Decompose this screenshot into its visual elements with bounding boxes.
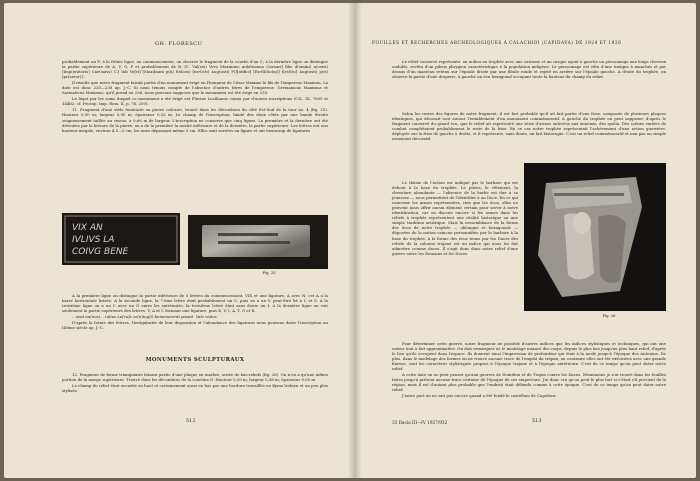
relief-image xyxy=(524,163,666,311)
paragraph: Le relief conservé représente: au milieu un trophée avec une cuirasse et un casque ayant à gauche un personnage aux longs cheveux ondulés, revêtu d'un pileus phrygien caractéristique à la population indigène. Le personnage est vêtu d'une tunique à manches et par dessus d'un manteau retenu sur l'épaule droite par une fibule ronde et rejeté en arrière sur l'épaule gauche. A droite du trophée, on observe la partie d'une draperie, à gauche un écu hexagonal occupant toute la hauteur du champ du relief. xyxy=(392,59,666,80)
left-body-bottom xyxy=(62,372,328,394)
right-body-column xyxy=(392,180,518,257)
inscription-line: COIVG BENE xyxy=(72,247,129,257)
book-spread xyxy=(4,3,696,478)
left-page xyxy=(4,3,350,478)
left-body-middle xyxy=(62,293,328,331)
page-number-right: 513 xyxy=(532,418,542,424)
paragraph: 12. Fragment de forme trianguiaire faisant partie d'une plaque en marbre, ornée de bas-reliefs (fig. 26). On n'en a qu'une infime portion de la marge supérieure. Trouvé dans les décombres de la courtine G. Hauteur 0,39 m; largeur 0,38 m; épaisseur 0,05 m. xyxy=(62,372,328,383)
right-body-bottom xyxy=(392,341,666,400)
paragraph: Selon les restes des figures de notre fragment, il est fort probable qu'il ait fait partie d'une frise, composée de plusieurs plaques identiques, qui décorait tout autour l'entablement d'un monument commémoratif. A gauche du trophée on peut supposer, d'après le fragment conservé du grand écu, que le relief ait représenté une série d'armes enlevées aux ennemis, des spolia. Des scènes variées de combat complétaient probablement le reste de la frise. En ce cas notre trophée représentait l'achèvement d'une action guerrière, déployée sur la frise de gauche à droite, et il représente, sans doute, un fait historique. C'est un relief commémoratif et non pas un simple ornement décoratif. xyxy=(392,111,666,142)
paragraph: ...vixit an(nos)... Iulius La[ru]s co(n)iug(i) benemerenti posuit. Vale viator. xyxy=(72,314,218,320)
figure-26-photo xyxy=(524,163,666,311)
paragraph: Le légat par les soins duquel ce monument a été érigé est Flavius Lucilianus connu par d'autres inscriptions (CIL, III, 7605 et 14462; cf. Prosop. Imp. Rom. II, p. 76, 200). xyxy=(62,96,328,107)
paragraph: probablement un F; à la fréine ligne, au commencement, on observe le fragment de la courbe d'un C; à la dernière ligne on distingue la partie supérieure de A, V, G, P et probablement de R. [C. Val(rio) Vero Maximino nobilissimo Caesari] filio d(omini) n(ostri) [Imp(eratoris) Cae(saris) C.] Iuli Ve[ri] [Maxi]mini p(ii) f(elicis) [inv(icti) Aug(usti) P(][ntifici] [Ex-f(il)io(m)] t[rs(t)u] Aug(usti) p(ri) [pr(aetor)]... xyxy=(62,59,328,80)
right-body-intro xyxy=(392,111,666,142)
figure-26-caption: Fig. 26 xyxy=(602,314,616,318)
running-head-left: GH. FLORESCU xyxy=(155,41,203,47)
paragraph: 11. Fragment d'une stèle funéraire en pierre calcaire, trouvé dans les décombres du côté Est-Sud de la tour no. 4 (fig. 25). Hauteur 0,50 m; largeur 0,95 m; épaisseur 0,33 m. Le champ de l'inscription, limité des deux côtés par une bande étroite soigneusement taillée au ciseau, a 0,66 m de largeur. L'inscription ne conserve que cinq lignes. La première et la dernière ont été détruites par la brisure de la pierre; on a de la première la moitié inférieure et de la dernière, la partie supérieure. Les lettres ont une hauteur inégale, environ 4,5—5 cm, les unes dépassant même 5 cm. Elles sont serrées un lignes et ont beaucoup de ligatures. xyxy=(62,107,328,133)
right-body-top xyxy=(392,59,666,80)
section-heading: MONUMENTS SCULPTURAUX xyxy=(145,357,245,363)
inscription-line: VIX AN xyxy=(72,223,103,233)
figure-25-caption: Fig. 25 xyxy=(262,271,276,275)
running-head-right: FOUILLES ET RECHERCHES ARCHÉOLOGIQUES À CALACHIOI (CAPIDAVA) DE 1924 ET 1926 xyxy=(372,41,622,46)
inscription-drawing xyxy=(62,213,180,265)
paragraph: D'après la forme des lettres, l'irrégularité de leur disposition et l'abondance des ligatures nous pouvons dater l'inscription au IIIème siècle ap. J.-C. xyxy=(62,320,328,331)
paragraph: Le champ du relief était encadré en haut et certainement aussi en bas par une bordure travaillée en Kyma lesbien et un peu plus stylisée. xyxy=(62,383,328,394)
paragraph: Il résulte que notre fragment faisait partie d'un monument érigé en l'honneur de César Maxime le fils de l'empereur Maximin. La date est donc 235—238 ap. J.-C. Si nous tenons compte de l'absence d'autres titres de l'empereur: Germanicus Maximus et Sarmaticus Maximus, qu'il prend en 236, nous pouvons supposer que le monument est été érigé en 235. xyxy=(62,80,328,96)
left-body-top xyxy=(62,59,328,134)
paragraph: Le thème de l'action est indiqué par le barbare qui est debout à la base du trophée. Le pileus, le vêtement, la chevelure abondante — l'absence de la barbe est due à sa jeunesse — nous permettent de l'identifier à un Dace. En ce qui concerne les armes représentées, rien que les écus, elles ne peuvent nous offrir aucun élément certain pour servir à notre identification, car on discute encore si les armes dans les reliefs à trophée représentent une réalité historique ou une simple tradition artistique. Mais la ressemblance de la forme des écus de notre trophée — oblongue et hexagonale — déposées de la nation vaincue personnifiée par le barbare à la base du trophée, à la forme des écus tenus par les Daces des reliefs de la colonne trajane est un indice qui nous les fait admettre comme daces. Il s'agit donc dans notre relief d'une guerre entre les Romains et les Daces. xyxy=(392,180,518,256)
figure-25-drawing xyxy=(62,213,180,265)
paragraph: Pour déterminer cette guerre, notre fragment ne possède d'autres indices que les indices stylistiques et techniques, qui ont une valeur tout à fait approximative. On doit remarquer ici le modelage nuancé des corps, depuis le plus bas jusqu'au plus haut relief, d'après le lieu qu'ils occupent dans l'espace. Ils donnent ainsi l'impression de profondeur qui était à la mode jusqu'à l'époque des Antonins. De plus, dans le modelage des formes on ne trouve aucune trace de l'emploi du trépan; au contraire elles ont été exécutées avec une grande finesse, sont les caractères stylistiques propres à l'époque trajane et à l'époque antérieure. C'est de ce temps qu'on peut dater notre relief. xyxy=(392,341,666,372)
figure-25-photo xyxy=(188,215,328,269)
right-page xyxy=(354,3,696,478)
paragraph: A cette date on ne peut penser qu'aux guerres de Domitien et de Trajan contre les Daces. Néanmoins je n'ai trouvé dans les fouilles faites jusqu'à présent aucune trace certaine de l'époque de ces empereurs. J'ai donc cru qu'on peut le plus fort si c'était s'il provient de la région, mais il est d'autant plus probable que l'endroit était défendu comme à cette époque. C'est de ce temps qu'on peut dater notre relief. xyxy=(392,372,666,393)
page-number-left: 512 xyxy=(186,418,196,424)
signature-mark: 33 Dacia III—IV 1927/932 xyxy=(392,420,448,425)
inscription-line: IVLIVS LA xyxy=(72,235,115,245)
paragraph: A la première ligne on distingue la partie inférieure de 5 lettres du commencement, VIX et une ligature, A avec N; cet A a la barre horizontale brisée. A la seconde ligne, la 7-ème lettre était probablement un C, puis on a un V, peut-être lié à I, et S. A la troisième ligne on a un C avec un O entre les extrémités; la troisième lettre était sans doute un I. A la dernière ligne on voit seulement la partie supérieure des lettres: V, A et I. formant une ligature, puis E, V, I, A, T, O et R. xyxy=(62,293,328,314)
paragraph: J'autre part on ne sait pas encore quand a été fondé le castellum de Capidava. xyxy=(402,393,557,399)
